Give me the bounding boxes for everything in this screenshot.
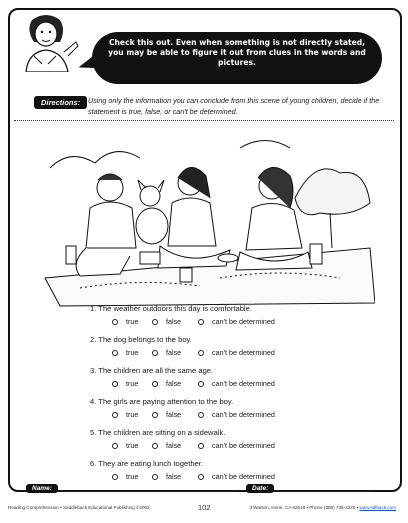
question-text: 6. They are eating lunch together. [90, 459, 204, 468]
footer-address: 3 Watson, Irvine, CA 92618 • Phone (888) 735-2225 • www.sdlback.com [249, 505, 396, 510]
speech-bubble: Check this out. Even when something is not directly stated, you may be able to figure it out from clues in the words and pictures. [92, 32, 382, 84]
radio-circle-icon[interactable] [112, 350, 118, 356]
question-list [90, 304, 380, 490]
question-item [90, 397, 380, 428]
children-picnic-illustration [40, 128, 375, 308]
radio-circle-icon[interactable] [112, 412, 118, 418]
option-false[interactable]: false [152, 348, 181, 357]
radio-circle-icon[interactable] [112, 474, 118, 480]
date-input-line[interactable] [274, 491, 374, 492]
radio-circle-icon[interactable] [112, 319, 118, 325]
radio-circle-icon[interactable] [112, 381, 118, 387]
option-cant-determine[interactable]: can't be determined [198, 472, 275, 481]
radio-circle-icon[interactable] [198, 319, 204, 325]
option-cant-determine[interactable]: can't be determined [198, 441, 275, 450]
option-true[interactable]: true [112, 348, 138, 357]
option-cant-determine[interactable]: can't be determined [198, 379, 275, 388]
option-true[interactable]: true [112, 441, 138, 450]
page-number: 102 [198, 503, 211, 512]
question-text: 2. The dog belongs to the boy. [90, 335, 192, 344]
option-false[interactable]: false [152, 410, 181, 419]
option-true[interactable]: true [112, 472, 138, 481]
question-item [90, 428, 380, 459]
radio-circle-icon[interactable] [152, 319, 158, 325]
radio-circle-icon[interactable] [198, 443, 204, 449]
footer-publisher: Reading Comprehension • Saddleback Educational Publishing ©2002 [8, 505, 150, 510]
girl-mascot-illustration [12, 12, 82, 72]
option-false[interactable]: false [152, 441, 181, 450]
directions-text: Using only the information you can conclude from this scene of young children, decide if the statement is true, false, or can't be determined. [88, 96, 380, 116]
question-item [90, 335, 380, 366]
option-false[interactable]: false [152, 379, 181, 388]
radio-circle-icon[interactable] [112, 443, 118, 449]
question-text: 4. The girls are paying attention to the boy. [90, 397, 234, 406]
radio-circle-icon[interactable] [152, 443, 158, 449]
publisher-link[interactable]: www.sdlback.com [359, 505, 396, 510]
radio-circle-icon[interactable] [198, 381, 204, 387]
name-label: Name: [26, 484, 58, 493]
option-true[interactable]: true [112, 317, 138, 326]
question-item [90, 366, 380, 397]
option-false[interactable]: false [152, 317, 181, 326]
question-text: 3. The children are all the same age. [90, 366, 214, 375]
option-true[interactable]: true [112, 410, 138, 419]
question-item [90, 304, 380, 335]
directions-label: Directions: [34, 96, 87, 109]
option-true[interactable]: true [112, 379, 138, 388]
radio-circle-icon[interactable] [198, 474, 204, 480]
option-false[interactable]: false [152, 472, 181, 481]
radio-circle-icon[interactable] [198, 350, 204, 356]
name-input-line[interactable] [58, 491, 238, 492]
radio-circle-icon[interactable] [152, 474, 158, 480]
radio-circle-icon[interactable] [198, 412, 204, 418]
question-text: 1. The weather outdoors this day is comfortable. [90, 304, 252, 313]
radio-circle-icon[interactable] [152, 381, 158, 387]
option-cant-determine[interactable]: can't be determined [198, 348, 275, 357]
question-item [90, 459, 380, 490]
date-label: Date: [246, 484, 274, 493]
radio-circle-icon[interactable] [152, 350, 158, 356]
question-text: 5. The children are sitting on a sidewalk. [90, 428, 226, 437]
dotted-divider [14, 120, 394, 121]
option-cant-determine[interactable]: can't be determined [198, 410, 275, 419]
option-cant-determine[interactable]: can't be determined [198, 317, 275, 326]
radio-circle-icon[interactable] [152, 412, 158, 418]
